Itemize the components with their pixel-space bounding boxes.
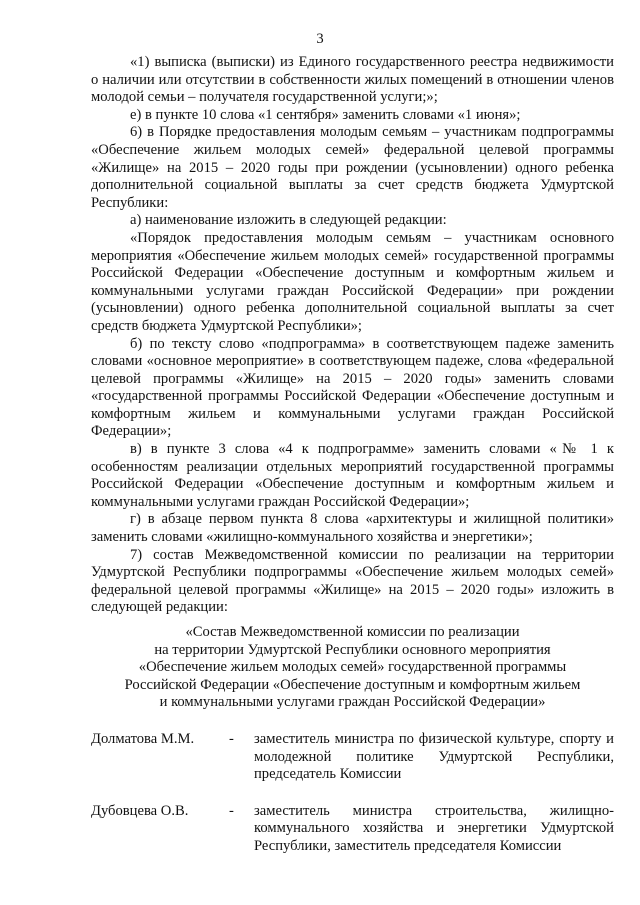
paragraph-item-e: е) в пункте 10 слова «1 сентября» заменить словами «1 июня»; xyxy=(130,106,521,123)
paragraph-item-6: 6) в Порядке предоставления молодым семьям – участникам подпрограммы «Обеспечение жильем молодых семей» федеральной целевой программы «Жилище» на 2015 – 2020 годы при рождении (усыновлении) одного ребенка дополнительной социальной выплаты за счет средств бюджета Удмуртской Республики: xyxy=(91,124,614,211)
page-number: 3 xyxy=(316,31,324,47)
commission-title xyxy=(91,624,614,712)
member-dash: - xyxy=(229,802,234,819)
paragraph-item-7: 7) состав Межведомственной комиссии по реализации на территории Удмуртской Республики подпрограммы «Обеспечение жильем молодых семей» федеральной целевой программы «Жилище» на 2015 – 2020 годы» изложить в следующей редакции: xyxy=(91,546,614,616)
member-row xyxy=(91,731,614,784)
title-line: «Обеспечение жильем молодых семей» государственной программы xyxy=(138,659,567,676)
title-line: и коммунальными услугами граждан Российской Федерации» xyxy=(159,694,546,711)
paragraph-extract-item: «1) выписка (выписки) из Единого государственного реестра недвижимости о наличии или отсутствии в собственности жилых помещений в отношении членов молодой семьи – получателя государственной услуги;»; xyxy=(91,54,614,106)
member-name: Долматова М.М. xyxy=(91,730,195,747)
title-line: на территории Удмуртской Республики основного мероприятия xyxy=(154,641,551,658)
document-body xyxy=(91,54,614,875)
member-role: заместитель министра строительства, жилищно-коммунального хозяйства и энергетики Удмуртской Республики, заместитель председателя Комиссии xyxy=(254,802,614,854)
members-list xyxy=(91,731,614,856)
member-dash: - xyxy=(229,730,234,747)
paragraph-item-b: б) по тексту слово «подпрограмма» в соответствующем падеже заменить словами «основное мероприятие» в соответствующем падеже, слова «федеральной целевой программы «Жилище» на 2015 – 2020 годы» заменить словами «государственной программы Российской Федерации «Обеспечение доступным и комфортным жильем и коммунальными услугами граждан Российской Федерации»; xyxy=(91,335,614,440)
title-line: Российской Федерации «Обеспечение доступным и комфортным жильем xyxy=(124,676,581,693)
member-row xyxy=(91,803,614,856)
member-role: заместитель министра по физической культуре, спорту и молодежной политике Удмуртской Республики, председатель Комиссии xyxy=(254,730,614,783)
member-name: Дубовцева О.В. xyxy=(91,802,189,819)
paragraph-item-a: а) наименование изложить в следующей редакции: xyxy=(130,212,447,229)
paragraph-item-v: в) в пункте 3 слова «4 к подпрограмме» заменить словами «№ 1 к особенностям реализации отдельных мероприятий государственной программы Российской Федерации «Обеспечение доступным и комфортным жильем и коммунальными услугами граждан Российской Федерации»; xyxy=(91,441,614,510)
paragraph-new-name: «Порядок предоставления молодым семьям – участникам основного мероприятия «Обеспечение жильем молодых семей» государственной программы Российской Федерации «Обеспечение доступным и комфортным жильем и коммунальными услугами граждан Российской Федерации» при рождении (усыновлении) одного ребенка дополнительной социальной выплаты за счет средств бюджета Удмуртской Республики»; xyxy=(91,229,614,334)
paragraph-item-g: г) в абзаце первом пункта 8 слова «архитектуры и жилищной политики» заменить словами «жилищно-коммунального хозяйства и энергетики»; xyxy=(91,511,614,546)
title-line: «Состав Межведомственной комиссии по реализации xyxy=(185,624,520,640)
